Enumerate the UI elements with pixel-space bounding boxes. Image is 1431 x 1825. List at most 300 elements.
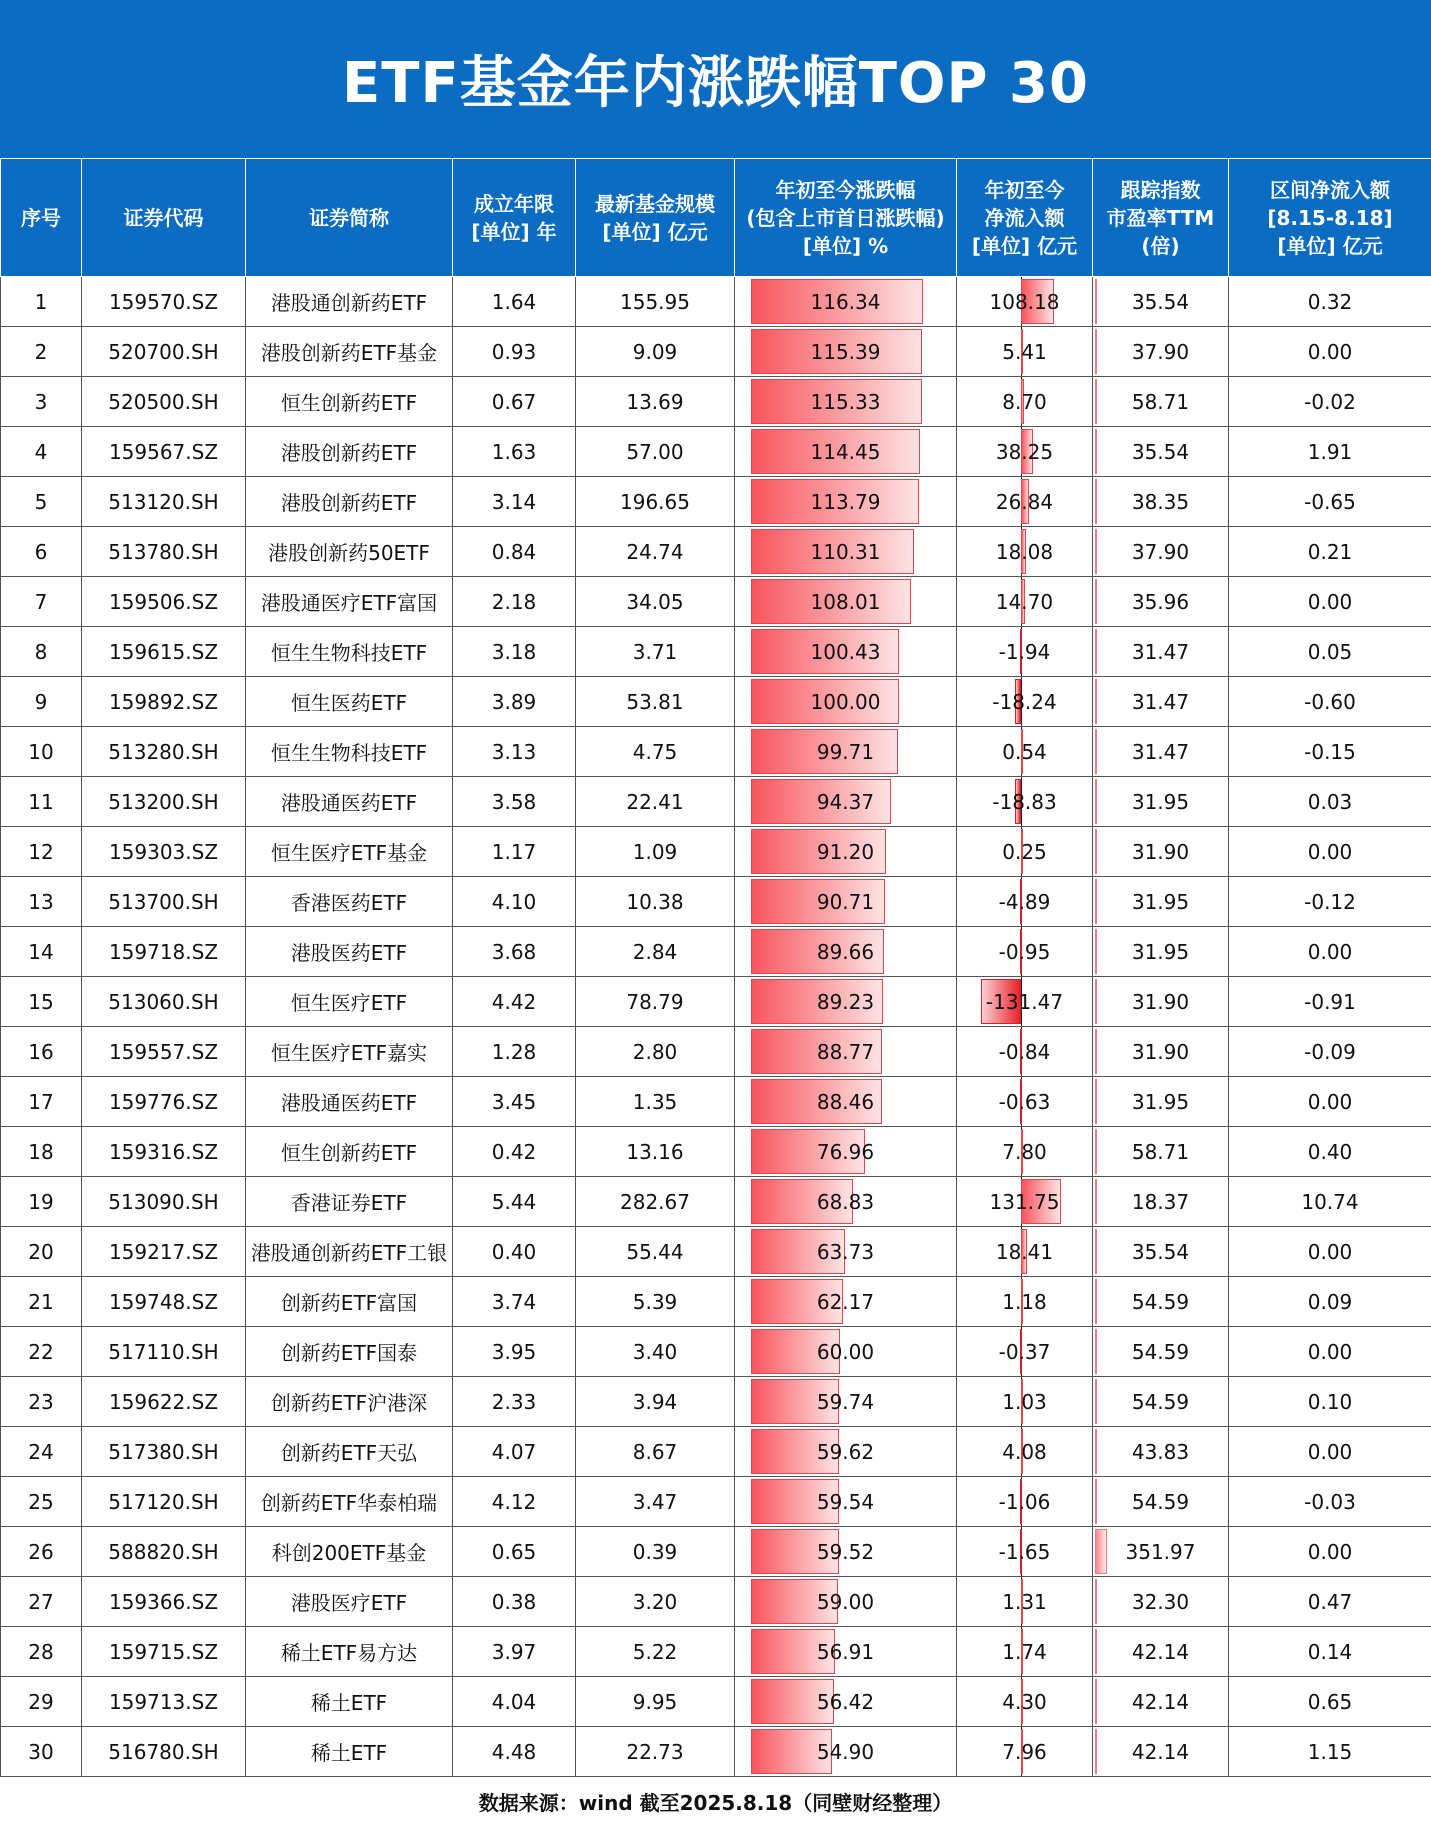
cell-period-inflow: 0.00: [1229, 1527, 1431, 1577]
cell-years: 1.17: [453, 827, 576, 877]
cell-ytd-return: [735, 1677, 957, 1727]
table-row: [1, 1627, 1431, 1677]
cell-pe: [1093, 877, 1229, 927]
etf-table: [0, 158, 1431, 1777]
cell-ytd-return: [735, 327, 957, 377]
cell-code: 513120.SH: [82, 477, 246, 527]
cell-size: 9.09: [576, 327, 735, 377]
table-row: [1, 927, 1431, 977]
cell-ytd-inflow-value: 14.70: [995, 589, 1054, 614]
cell-period-inflow: 0.00: [1229, 1227, 1431, 1277]
cell-years: 4.10: [453, 877, 576, 927]
cell-period-inflow: 0.32: [1229, 277, 1431, 327]
cell-ytd-inflow-value: 0.54: [1002, 739, 1047, 764]
cell-name: 恒生医疗ETF嘉实: [246, 1027, 453, 1077]
cell-name: 恒生创新药ETF: [246, 1127, 453, 1177]
cell-period-inflow: -0.15: [1229, 727, 1431, 777]
cell-years: 4.07: [453, 1427, 576, 1477]
col-header-name: 证券简称: [246, 159, 453, 277]
cell-ytd-return: [735, 1727, 957, 1777]
cell-pe-value: 31.95: [1131, 939, 1190, 964]
cell-size: 1.35: [576, 1077, 735, 1127]
cell-size: 0.39: [576, 1527, 735, 1577]
cell-size: 1.09: [576, 827, 735, 877]
cell-ytd-inflow-value: -18.83: [992, 789, 1057, 814]
cell-ytd-inflow-value: -1.06: [998, 1489, 1051, 1514]
cell-ytd-return-value: 116.34: [810, 289, 881, 314]
cell-pe-value: 31.95: [1131, 889, 1190, 914]
col-header-pe: 跟踪指数 市盈率TTM (倍): [1093, 159, 1229, 277]
cell-ytd-return: [735, 1177, 957, 1227]
table-row: [1, 1377, 1431, 1427]
cell-code: 516780.SH: [82, 1727, 246, 1777]
cell-period-inflow: -0.03: [1229, 1477, 1431, 1527]
cell-size: 8.67: [576, 1427, 735, 1477]
cell-index: 20: [1, 1227, 82, 1277]
cell-code: 159316.SZ: [82, 1127, 246, 1177]
cell-index: 18: [1, 1127, 82, 1177]
cell-pe-value: 43.83: [1131, 1439, 1190, 1464]
cell-pe: [1093, 527, 1229, 577]
cell-size: 3.71: [576, 627, 735, 677]
cell-ytd-return: [735, 1577, 957, 1627]
cell-ytd-return-value: 113.79: [810, 489, 881, 514]
cell-ytd-inflow: [957, 1377, 1093, 1427]
cell-pe-value: 31.90: [1131, 839, 1190, 864]
cell-ytd-inflow: [957, 477, 1093, 527]
cell-ytd-inflow: [957, 627, 1093, 677]
cell-name: 港股创新药ETF基金: [246, 327, 453, 377]
cell-period-inflow: -0.65: [1229, 477, 1431, 527]
cell-ytd-return-value: 89.66: [816, 939, 875, 964]
cell-index: 28: [1, 1627, 82, 1677]
cell-ytd-return: [735, 727, 957, 777]
cell-ytd-return: [735, 377, 957, 427]
cell-index: 7: [1, 577, 82, 627]
cell-pe: [1093, 1327, 1229, 1377]
cell-code: 159713.SZ: [82, 1677, 246, 1727]
cell-ytd-return-value: 59.62: [816, 1439, 875, 1464]
cell-size: 5.22: [576, 1627, 735, 1677]
cell-name: 恒生生物科技ETF: [246, 727, 453, 777]
cell-name: 创新药ETF华泰柏瑞: [246, 1477, 453, 1527]
cell-period-inflow: 0.00: [1229, 1077, 1431, 1127]
cell-code: 159366.SZ: [82, 1577, 246, 1627]
cell-size: 3.40: [576, 1327, 735, 1377]
cell-name: 创新药ETF富国: [246, 1277, 453, 1327]
col-header-period-inflow: 区间净流入额 [8.15-8.18] [单位] 亿元: [1229, 159, 1431, 277]
table-row: [1, 1077, 1431, 1127]
cell-ytd-return: [735, 1127, 957, 1177]
cell-index: 25: [1, 1477, 82, 1527]
cell-period-inflow: 0.03: [1229, 777, 1431, 827]
cell-ytd-inflow-value: -1.65: [998, 1539, 1051, 1564]
cell-index: 5: [1, 477, 82, 527]
cell-ytd-inflow: [957, 1627, 1093, 1677]
cell-ytd-return: [735, 477, 957, 527]
cell-ytd-inflow: [957, 427, 1093, 477]
cell-pe-value: 351.97: [1125, 1539, 1196, 1564]
cell-index: 13: [1, 877, 82, 927]
cell-pe-value: 31.90: [1131, 989, 1190, 1014]
cell-code: 159715.SZ: [82, 1627, 246, 1677]
cell-period-inflow: 0.40: [1229, 1127, 1431, 1177]
cell-ytd-inflow-value: 38.25: [995, 439, 1054, 464]
cell-ytd-inflow: [957, 827, 1093, 877]
cell-code: 159892.SZ: [82, 677, 246, 727]
cell-code: 517380.SH: [82, 1427, 246, 1477]
cell-ytd-inflow-value: -18.24: [992, 689, 1057, 714]
cell-name: 恒生医疗ETF基金: [246, 827, 453, 877]
cell-index: 9: [1, 677, 82, 727]
cell-pe: [1093, 677, 1229, 727]
cell-code: 517120.SH: [82, 1477, 246, 1527]
cell-index: 10: [1, 727, 82, 777]
cell-ytd-return-value: 59.00: [816, 1589, 875, 1614]
cell-ytd-inflow-value: 1.03: [1002, 1389, 1047, 1414]
cell-ytd-inflow: [957, 277, 1093, 327]
cell-pe-value: 54.59: [1131, 1489, 1190, 1514]
cell-ytd-inflow: [957, 1127, 1093, 1177]
col-header-years: 成立年限 [单位] 年: [453, 159, 576, 277]
cell-pe: [1093, 577, 1229, 627]
cell-name: 港股医药ETF: [246, 927, 453, 977]
table-row: [1, 1527, 1431, 1577]
cell-name: 恒生创新药ETF: [246, 377, 453, 427]
cell-pe-value: 37.90: [1131, 539, 1190, 564]
cell-code: 159570.SZ: [82, 277, 246, 327]
cell-index: 30: [1, 1727, 82, 1777]
cell-index: 6: [1, 527, 82, 577]
cell-size: 3.47: [576, 1477, 735, 1527]
cell-ytd-inflow-value: -1.94: [998, 639, 1051, 664]
cell-pe: [1093, 627, 1229, 677]
cell-ytd-return-value: 108.01: [810, 589, 881, 614]
cell-ytd-inflow-value: 4.08: [1002, 1439, 1047, 1464]
cell-pe: [1093, 927, 1229, 977]
cell-code: 513700.SH: [82, 877, 246, 927]
cell-pe: [1093, 1477, 1229, 1527]
cell-pe: [1093, 1427, 1229, 1477]
cell-ytd-return: [735, 927, 957, 977]
table-row: [1, 1577, 1431, 1627]
cell-code: 513200.SH: [82, 777, 246, 827]
table-row: [1, 1327, 1431, 1377]
cell-pe-value: 42.14: [1131, 1739, 1190, 1764]
table-row: [1, 777, 1431, 827]
cell-pe: [1093, 477, 1229, 527]
cell-pe-value: 37.90: [1131, 339, 1190, 364]
cell-code: 513090.SH: [82, 1177, 246, 1227]
cell-ytd-inflow: [957, 677, 1093, 727]
cell-period-inflow: 0.14: [1229, 1627, 1431, 1677]
cell-index: 15: [1, 977, 82, 1027]
cell-years: 0.65: [453, 1527, 576, 1577]
cell-ytd-inflow: [957, 777, 1093, 827]
cell-pe-value: 35.54: [1131, 439, 1190, 464]
cell-years: 1.64: [453, 277, 576, 327]
cell-years: 3.18: [453, 627, 576, 677]
cell-ytd-inflow: [957, 1577, 1093, 1627]
cell-code: 520500.SH: [82, 377, 246, 427]
cell-period-inflow: 0.00: [1229, 927, 1431, 977]
cell-size: 57.00: [576, 427, 735, 477]
cell-ytd-return-value: 62.17: [816, 1289, 875, 1314]
cell-period-inflow: 0.05: [1229, 627, 1431, 677]
cell-pe-value: 31.47: [1131, 689, 1190, 714]
cell-pe-value: 54.59: [1131, 1289, 1190, 1314]
cell-pe-value: 54.59: [1131, 1389, 1190, 1414]
cell-period-inflow: 0.00: [1229, 577, 1431, 627]
cell-size: 2.84: [576, 927, 735, 977]
cell-period-inflow: 0.09: [1229, 1277, 1431, 1327]
cell-ytd-return: [735, 1477, 957, 1527]
cell-period-inflow: 0.10: [1229, 1377, 1431, 1427]
cell-ytd-inflow-value: 0.25: [1002, 839, 1047, 864]
cell-ytd-return-value: 115.39: [810, 339, 881, 364]
table-row: [1, 1277, 1431, 1327]
cell-ytd-inflow: [957, 1177, 1093, 1227]
cell-pe-value: 42.14: [1131, 1639, 1190, 1664]
cell-code: 159622.SZ: [82, 1377, 246, 1427]
cell-name: 创新药ETF天弘: [246, 1427, 453, 1477]
cell-index: 4: [1, 427, 82, 477]
cell-pe: [1093, 1277, 1229, 1327]
cell-code: 513780.SH: [82, 527, 246, 577]
cell-period-inflow: 0.65: [1229, 1677, 1431, 1727]
cell-pe-value: 35.54: [1131, 289, 1190, 314]
cell-ytd-return-value: 110.31: [810, 539, 881, 564]
cell-ytd-inflow-value: 1.74: [1002, 1639, 1047, 1664]
cell-ytd-return-value: 100.00: [810, 689, 881, 714]
cell-name: 香港证券ETF: [246, 1177, 453, 1227]
cell-ytd-return: [735, 777, 957, 827]
cell-ytd-inflow-value: -0.37: [998, 1339, 1051, 1364]
table-row: [1, 377, 1431, 427]
cell-index: 19: [1, 1177, 82, 1227]
cell-ytd-inflow-value: -0.84: [998, 1039, 1051, 1064]
cell-ytd-return-value: 94.37: [816, 789, 875, 814]
cell-ytd-return-value: 59.74: [816, 1389, 875, 1414]
cell-pe: [1093, 827, 1229, 877]
cell-index: 1: [1, 277, 82, 327]
table-row: [1, 1427, 1431, 1477]
cell-size: 22.41: [576, 777, 735, 827]
cell-name: 港股通医药ETF: [246, 777, 453, 827]
cell-pe: [1093, 1727, 1229, 1777]
cell-pe-value: 31.47: [1131, 739, 1190, 764]
cell-index: 8: [1, 627, 82, 677]
cell-years: 0.93: [453, 327, 576, 377]
cell-ytd-return-value: 76.96: [816, 1139, 875, 1164]
cell-years: 3.13: [453, 727, 576, 777]
cell-code: 159718.SZ: [82, 927, 246, 977]
cell-years: 1.28: [453, 1027, 576, 1077]
table-row: [1, 877, 1431, 927]
cell-name: 恒生生物科技ETF: [246, 627, 453, 677]
cell-ytd-return-value: 59.54: [816, 1489, 875, 1514]
cell-index: 11: [1, 777, 82, 827]
cell-pe: [1093, 1027, 1229, 1077]
cell-pe-value: 18.37: [1131, 1189, 1190, 1214]
cell-ytd-inflow-value: 1.18: [1002, 1289, 1047, 1314]
cell-ytd-inflow-value: 131.75: [989, 1189, 1060, 1214]
cell-period-inflow: 0.21: [1229, 527, 1431, 577]
cell-code: 588820.SH: [82, 1527, 246, 1577]
cell-years: 4.04: [453, 1677, 576, 1727]
cell-ytd-return: [735, 1277, 957, 1327]
cell-ytd-inflow: [957, 377, 1093, 427]
cell-years: 3.95: [453, 1327, 576, 1377]
cell-index: 22: [1, 1327, 82, 1377]
cell-years: 0.40: [453, 1227, 576, 1277]
cell-name: 稀土ETF: [246, 1727, 453, 1777]
cell-ytd-return-value: 115.33: [810, 389, 881, 414]
cell-years: 0.42: [453, 1127, 576, 1177]
cell-name: 科创200ETF基金: [246, 1527, 453, 1577]
cell-ytd-return: [735, 1427, 957, 1477]
cell-pe: [1093, 977, 1229, 1027]
cell-size: 5.39: [576, 1277, 735, 1327]
cell-name: 港股通医药ETF: [246, 1077, 453, 1127]
cell-years: 4.12: [453, 1477, 576, 1527]
cell-code: 159567.SZ: [82, 427, 246, 477]
cell-code: 513060.SH: [82, 977, 246, 1027]
cell-ytd-return: [735, 1027, 957, 1077]
cell-years: 4.42: [453, 977, 576, 1027]
cell-ytd-inflow: [957, 877, 1093, 927]
cell-ytd-inflow-value: 1.31: [1002, 1589, 1047, 1614]
cell-name: 香港医药ETF: [246, 877, 453, 927]
cell-size: 155.95: [576, 277, 735, 327]
cell-ytd-return-value: 88.46: [816, 1089, 875, 1114]
cell-ytd-return-value: 91.20: [816, 839, 875, 864]
cell-index: 16: [1, 1027, 82, 1077]
cell-period-inflow: -0.02: [1229, 377, 1431, 427]
cell-ytd-inflow: [957, 327, 1093, 377]
cell-ytd-return-value: 88.77: [816, 1039, 875, 1064]
cell-size: 9.95: [576, 1677, 735, 1727]
cell-years: 3.14: [453, 477, 576, 527]
cell-pe: [1093, 1627, 1229, 1677]
cell-index: 29: [1, 1677, 82, 1727]
cell-pe: [1093, 727, 1229, 777]
col-header-index: 序号: [1, 159, 82, 277]
cell-name: 创新药ETF沪港深: [246, 1377, 453, 1427]
cell-pe: [1093, 1077, 1229, 1127]
table-row: [1, 727, 1431, 777]
cell-ytd-return: [735, 627, 957, 677]
cell-ytd-return-value: 56.91: [816, 1639, 875, 1664]
table-row: [1, 677, 1431, 727]
cell-size: 34.05: [576, 577, 735, 627]
cell-years: 0.67: [453, 377, 576, 427]
cell-size: 196.65: [576, 477, 735, 527]
cell-ytd-return: [735, 1627, 957, 1677]
cell-name: 港股医疗ETF: [246, 1577, 453, 1627]
cell-ytd-inflow: [957, 1727, 1093, 1777]
cell-size: 24.74: [576, 527, 735, 577]
cell-ytd-return-value: 54.90: [816, 1739, 875, 1764]
cell-ytd-inflow-value: -4.89: [998, 889, 1051, 914]
cell-ytd-inflow: [957, 527, 1093, 577]
cell-pe-value: 35.54: [1131, 1239, 1190, 1264]
cell-ytd-inflow: [957, 927, 1093, 977]
cell-period-inflow: 0.00: [1229, 327, 1431, 377]
col-header-code: 证券代码: [82, 159, 246, 277]
cell-index: 21: [1, 1277, 82, 1327]
cell-ytd-return: [735, 577, 957, 627]
table-row: [1, 1477, 1431, 1527]
cell-pe-value: 58.71: [1131, 1139, 1190, 1164]
cell-code: 513280.SH: [82, 727, 246, 777]
cell-index: 26: [1, 1527, 82, 1577]
cell-ytd-return: [735, 977, 957, 1027]
cell-pe-value: 31.90: [1131, 1039, 1190, 1064]
cell-ytd-return: [735, 527, 957, 577]
cell-code: 159303.SZ: [82, 827, 246, 877]
cell-years: 0.38: [453, 1577, 576, 1627]
cell-pe: [1093, 1677, 1229, 1727]
cell-ytd-return-value: 100.43: [810, 639, 881, 664]
cell-years: 3.97: [453, 1627, 576, 1677]
cell-ytd-inflow: [957, 1527, 1093, 1577]
cell-ytd-inflow-value: 8.70: [1002, 389, 1047, 414]
col-header-ytd-inflow: 年初至今 净流入额 [单位] 亿元: [957, 159, 1093, 277]
cell-code: 520700.SH: [82, 327, 246, 377]
cell-index: 14: [1, 927, 82, 977]
cell-index: 23: [1, 1377, 82, 1427]
cell-ytd-return-value: 99.71: [816, 739, 875, 764]
table-row: [1, 527, 1431, 577]
cell-ytd-inflow-value: 18.08: [995, 539, 1054, 564]
cell-pe: [1093, 1377, 1229, 1427]
cell-ytd-return: [735, 1527, 957, 1577]
table-row: [1, 977, 1431, 1027]
cell-name: 稀土ETF易方达: [246, 1627, 453, 1677]
cell-pe: [1093, 1227, 1229, 1277]
cell-code: 159748.SZ: [82, 1277, 246, 1327]
cell-ytd-return: [735, 277, 957, 327]
cell-ytd-inflow: [957, 1227, 1093, 1277]
cell-index: 27: [1, 1577, 82, 1627]
cell-pe: [1093, 377, 1229, 427]
cell-size: 53.81: [576, 677, 735, 727]
source-note: 数据来源：wind 截至2025.8.18（同壁财经整理）: [478, 1790, 953, 1815]
cell-ytd-return: [735, 1327, 957, 1377]
cell-name: 港股通医疗ETF富国: [246, 577, 453, 627]
cell-ytd-return: [735, 427, 957, 477]
cell-period-inflow: 1.91: [1229, 427, 1431, 477]
cell-years: 3.68: [453, 927, 576, 977]
cell-index: 12: [1, 827, 82, 877]
col-header-size: 最新基金规模 [单位] 亿元: [576, 159, 735, 277]
table-row: [1, 477, 1431, 527]
cell-size: 3.94: [576, 1377, 735, 1427]
cell-size: 10.38: [576, 877, 735, 927]
table-row: [1, 427, 1431, 477]
table-row: [1, 1227, 1431, 1277]
cell-pe: [1093, 1577, 1229, 1627]
cell-ytd-return-value: 114.45: [810, 439, 881, 464]
table-body: [1, 277, 1431, 1777]
cell-pe-value: 38.35: [1131, 489, 1190, 514]
cell-name: 创新药ETF国泰: [246, 1327, 453, 1377]
cell-ytd-return: [735, 677, 957, 727]
cell-pe: [1093, 1177, 1229, 1227]
cell-years: 2.33: [453, 1377, 576, 1427]
table-row: [1, 1727, 1431, 1777]
